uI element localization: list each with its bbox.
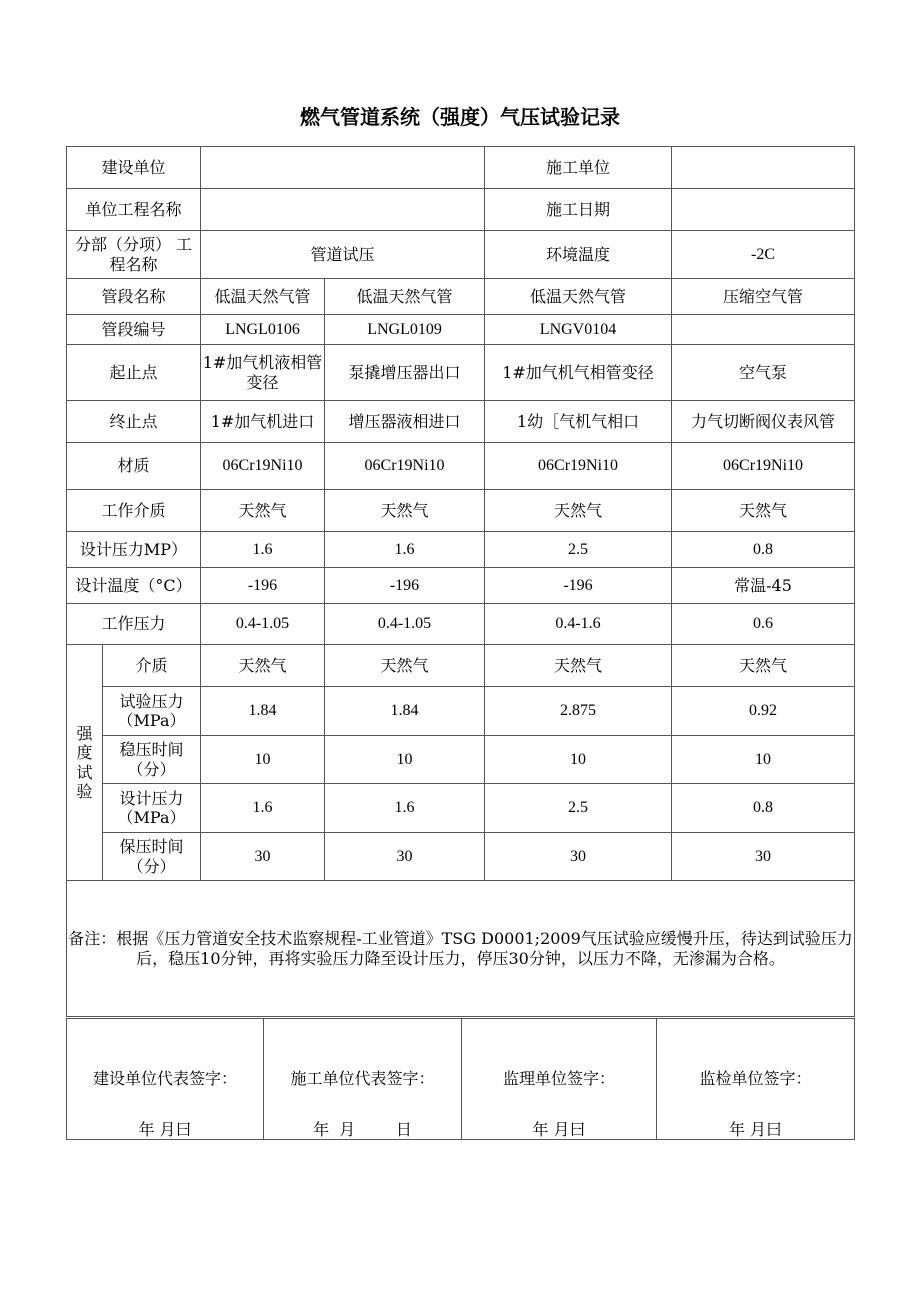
- signature-label: 建设单位代表签字：: [92, 1069, 237, 1089]
- cell: 10: [325, 736, 485, 784]
- cell: 低温天然气管: [201, 279, 325, 315]
- cell: LNGV0104: [485, 315, 672, 345]
- temp-value: -2C: [672, 231, 855, 279]
- row-project: [67, 189, 855, 231]
- row-design-temp: [67, 568, 855, 604]
- note-text: 备注：根据《压力管道安全技术监察规程-工业管道》TSG D0001;2009气压试验应缓慢升压，待达到试验压力后，稳压10分钟，再将实验压力降至设计压力，停压30分钟，以压力不降，无渗漏为合格。: [67, 881, 855, 1017]
- material-label: 材质: [67, 443, 201, 490]
- row-medium: [67, 490, 855, 532]
- hold-time-label: 保压时间（分）: [103, 833, 201, 881]
- cell: 1#加气机气相管变径: [485, 345, 672, 401]
- cell: 10: [201, 736, 325, 784]
- cell: 天然气: [485, 490, 672, 532]
- cell: 06Cr19Ni10: [325, 443, 485, 490]
- row-segment-code: [67, 315, 855, 345]
- strength-medium-label: 介质: [103, 645, 201, 687]
- signature-table: [66, 1018, 855, 1140]
- cell: 2.5: [485, 784, 672, 833]
- cell: 1.84: [325, 687, 485, 736]
- row-start-point: [67, 345, 855, 401]
- supervisor-signature: [462, 1019, 657, 1140]
- row-design-pressure: [67, 532, 855, 568]
- cell: 10: [672, 736, 855, 784]
- cell: 天然气: [672, 490, 855, 532]
- cell: 天然气: [485, 645, 672, 687]
- temp-label: 环境温度: [485, 231, 672, 279]
- constructor-signature: [264, 1019, 462, 1140]
- cell: 空气泵: [672, 345, 855, 401]
- cell: 常温-45: [672, 568, 855, 604]
- cell: 10: [485, 736, 672, 784]
- cell: 1.6: [325, 784, 485, 833]
- row-note: [67, 881, 855, 1017]
- signature-label: 监检单位签字：: [699, 1069, 812, 1089]
- row-test-pressure: [67, 687, 855, 736]
- cell: 0.4-1.6: [485, 604, 672, 645]
- cell: LNGL0106: [201, 315, 325, 345]
- document-title: 燃气管道系统（强度）气压试验记录: [300, 105, 620, 129]
- cell: 2.875: [485, 687, 672, 736]
- cell: 天然气: [201, 490, 325, 532]
- constructor-value: [672, 147, 855, 189]
- cell: [672, 315, 855, 345]
- cell: 30: [672, 833, 855, 881]
- medium-label: 工作介质: [67, 490, 201, 532]
- cell: 06Cr19Ni10: [201, 443, 325, 490]
- cell: 0.4-1.05: [325, 604, 485, 645]
- row-hold-time: [67, 833, 855, 881]
- design-pressure-label: 设计压力MP）: [67, 532, 201, 568]
- row-signatures: [67, 1019, 855, 1140]
- cell: -196: [325, 568, 485, 604]
- builder-label: 建设单位: [67, 147, 201, 189]
- cell: 天然气: [325, 645, 485, 687]
- signature-date: 年 月曰: [728, 1119, 783, 1139]
- row-strength-medium: [67, 645, 855, 687]
- cell: 06Cr19Ni10: [485, 443, 672, 490]
- cell: 0.8: [672, 532, 855, 568]
- row-subproject: [67, 231, 855, 279]
- cell: 30: [201, 833, 325, 881]
- project-label: 单位工程名称: [67, 189, 201, 231]
- subproject-value: 管道试压: [201, 231, 485, 279]
- cell: LNGL0109: [325, 315, 485, 345]
- cell: 低温天然气管: [325, 279, 485, 315]
- design-temp-label: 设计温度（°C）: [67, 568, 201, 604]
- cell: 2.5: [485, 532, 672, 568]
- cell: 30: [325, 833, 485, 881]
- date-label: 施工日期: [485, 189, 672, 231]
- cell: 0.92: [672, 687, 855, 736]
- strength-test-text: 强 度 试 验: [76, 724, 93, 801]
- builder-signature: [67, 1019, 264, 1140]
- constructor-label: 施工单位: [485, 147, 672, 189]
- cell: 1.84: [201, 687, 325, 736]
- cell: -196: [201, 568, 325, 604]
- test-record-table: [66, 146, 855, 1017]
- cell: 1幼［气机气相口: [485, 401, 672, 443]
- signature-label: 监理单位签字：: [502, 1069, 615, 1089]
- row-material: [67, 443, 855, 490]
- test-pressure-label: 试验压力（MPa）: [103, 687, 201, 736]
- end-point-label: 终止点: [67, 401, 201, 443]
- cell: 天然气: [201, 645, 325, 687]
- cell: 06Cr19Ni10: [672, 443, 855, 490]
- cell: 0.8: [672, 784, 855, 833]
- cell: 1.6: [325, 532, 485, 568]
- row-segment-name: [67, 279, 855, 315]
- cell: 压缩空气管: [672, 279, 855, 315]
- start-point-label: 起止点: [67, 345, 201, 401]
- inspector-signature: [657, 1019, 855, 1140]
- strength-test-group-label: [67, 645, 103, 881]
- signature-date: 年 月曰: [532, 1119, 586, 1139]
- cell: 增压器液相进口: [325, 401, 485, 443]
- cell: 泵撬增压器出口: [325, 345, 485, 401]
- row-work-pressure: [67, 604, 855, 645]
- cell: 0.4-1.05: [201, 604, 325, 645]
- row-stable-time: [67, 736, 855, 784]
- cell: -196: [485, 568, 672, 604]
- signature-date: 年 月曰: [138, 1119, 192, 1139]
- date-value: [672, 189, 855, 231]
- cell: 天然气: [325, 490, 485, 532]
- signature-label: 施工单位代表签字：: [290, 1069, 435, 1089]
- segment-code-label: 管段编号: [67, 315, 201, 345]
- row-strength-design-pressure: [67, 784, 855, 833]
- cell: 1.6: [201, 784, 325, 833]
- cell: 1#加气机液相管变径: [201, 345, 325, 401]
- row-end-point: [67, 401, 855, 443]
- cell: 1#加气机进口: [201, 401, 325, 443]
- cell: 低温天然气管: [485, 279, 672, 315]
- signature-date: 年 月 日: [313, 1119, 412, 1139]
- strength-design-pressure-label: 设计压力（MPa）: [103, 784, 201, 833]
- cell: 天然气: [672, 645, 855, 687]
- subproject-label: 分部（分项） 工程名称: [67, 231, 201, 279]
- cell: 力气切断阀仪表风管: [672, 401, 855, 443]
- cell: 30: [485, 833, 672, 881]
- cell: 0.6: [672, 604, 855, 645]
- stable-time-label: 稳压时间（分）: [103, 736, 201, 784]
- row-builder: [67, 147, 855, 189]
- segment-name-label: 管段名称: [67, 279, 201, 315]
- builder-value: [201, 147, 485, 189]
- cell: 1.6: [201, 532, 325, 568]
- project-value: [201, 189, 485, 231]
- work-pressure-label: 工作压力: [67, 604, 201, 645]
